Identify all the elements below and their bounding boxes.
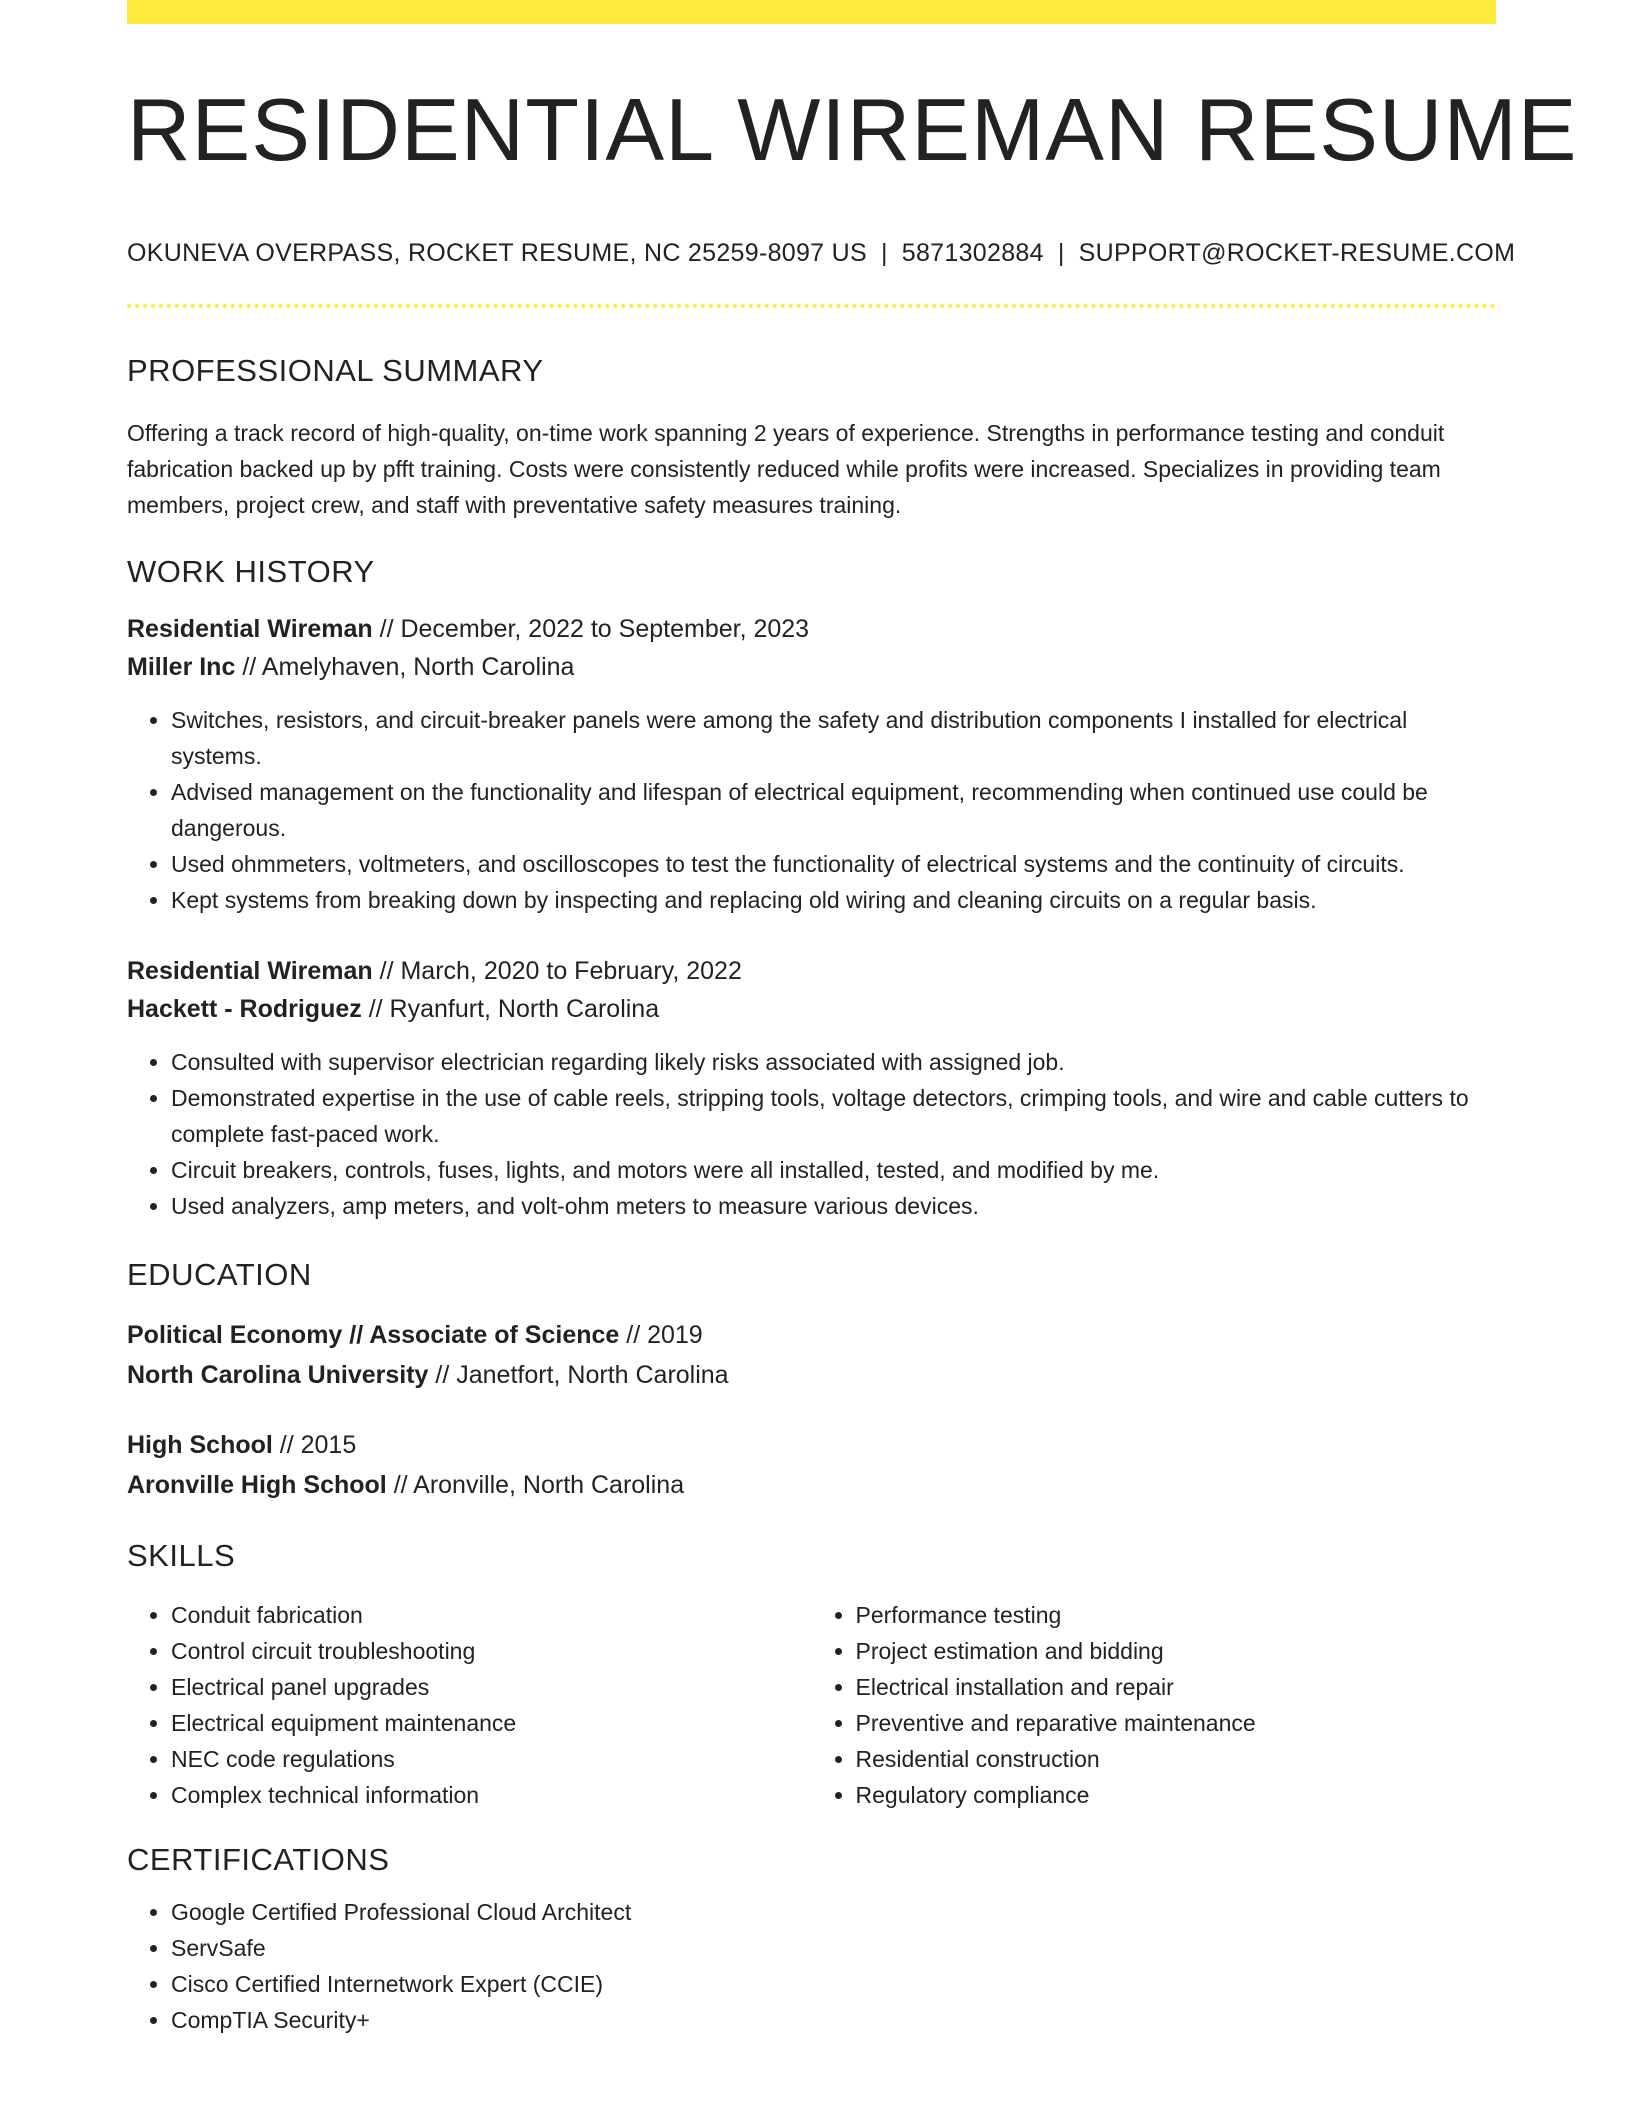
list-item: • Complex technical information xyxy=(171,1777,812,1813)
list-item: • Control circuit troubleshooting xyxy=(171,1633,812,1669)
job-location: // Ryanfurt, North Carolina xyxy=(361,995,660,1024)
list-item: • Advised management on the functionality and lifespan of electrical equipment, recommending when continued use could be dangerous. xyxy=(171,774,1496,846)
job-company: Miller Inc xyxy=(127,653,236,682)
job-dates: // December, 2022 to September, 2023 xyxy=(372,615,810,644)
job-role-line xyxy=(127,610,1496,648)
list-item: • Switches, resistors, and circuit-breaker panels were among the safety and distribution components I installed for electrical systems. xyxy=(171,702,1496,774)
job-company: Hackett - Rodriguez xyxy=(127,995,362,1024)
job-role: Residential Wireman xyxy=(127,615,373,644)
list-item: • Electrical panel upgrades xyxy=(171,1669,812,1705)
education-school-line xyxy=(127,1355,1496,1395)
skills-heading: SKILLS xyxy=(127,1538,236,1574)
job-entry xyxy=(127,952,1496,1224)
phone-text: 5871302884 xyxy=(901,238,1044,267)
resume-page xyxy=(127,0,1578,2038)
list-item: • Regulatory compliance xyxy=(856,1777,1497,1813)
education-school-line xyxy=(127,1465,1496,1505)
list-item: • Cisco Certified Internetwork Expert (CCIE) xyxy=(171,1966,1496,2002)
list-item: • Circuit breakers, controls, fuses, lights, and motors were all installed, tested, and modified by me. xyxy=(171,1152,1496,1188)
email-text: SUPPORT@ROCKET-RESUME.COM xyxy=(1078,238,1516,267)
list-item: • Used ohmmeters, voltmeters, and oscilloscopes to test the functionality of electrical systems and the continuity of circuits. xyxy=(171,846,1496,882)
job-company-line xyxy=(127,648,1496,686)
list-item: • Google Certified Professional Cloud Architect xyxy=(171,1894,1496,1930)
education-entry xyxy=(127,1425,1496,1505)
list-item: • Consulted with supervisor electrician regarding likely risks associated with assigned job. xyxy=(171,1044,1496,1080)
job-role: Residential Wireman xyxy=(127,957,373,986)
list-item: • Preventive and reparative maintenance xyxy=(856,1705,1497,1741)
education-location: // Aronville, North Carolina xyxy=(386,1471,685,1500)
dotted-divider xyxy=(127,304,1496,308)
summary-text: Offering a track record of high-quality, on-time work spanning 2 years of experience. Strengths in performance testing and conduit fabrication backed up by pfft training. Costs were consistently reduced while profits were increased. Specializes in providing team members, project crew, and staff with preventative safety measures training. xyxy=(127,419,1445,518)
list-item: • NEC code regulations xyxy=(171,1741,812,1777)
job-role-line xyxy=(127,952,1496,990)
list-item: • CompTIA Security+ xyxy=(171,2002,1496,2038)
education-degree: High School xyxy=(127,1431,273,1460)
education-school: North Carolina University xyxy=(127,1361,429,1390)
job-entry xyxy=(127,610,1496,918)
education-degree-line xyxy=(127,1315,1496,1355)
list-item: • Used analyzers, amp meters, and volt-ohm meters to measure various devices. xyxy=(171,1188,1496,1224)
education-location: // Janetfort, North Carolina xyxy=(428,1361,729,1390)
list-item: • Electrical installation and repair xyxy=(856,1669,1497,1705)
skills-list-left xyxy=(127,1597,812,1813)
job-location: // Amelyhaven, North Carolina xyxy=(235,653,575,682)
list-item: • Project estimation and bidding xyxy=(856,1633,1497,1669)
list-item: • Residential construction xyxy=(856,1741,1497,1777)
summary-heading: PROFESSIONAL SUMMARY xyxy=(127,352,544,388)
list-item: • Kept systems from breaking down by inspecting and replacing old wiring and cleaning circuits on a regular basis. xyxy=(171,882,1496,918)
skills-list-right xyxy=(812,1597,1497,1813)
list-item: • ServSafe xyxy=(171,1930,1496,1966)
education-degree: Political Economy // Associate of Science xyxy=(127,1321,620,1350)
education-year: // 2015 xyxy=(272,1431,357,1460)
list-item: • Electrical equipment maintenance xyxy=(171,1705,812,1741)
list-item: • Performance testing xyxy=(856,1597,1497,1633)
education-year: // 2019 xyxy=(619,1321,703,1350)
contact-line xyxy=(127,238,1516,268)
list-item: • Demonstrated expertise in the use of cable reels, stripping tools, voltage detectors, crimping tools, and wire and cable cutters to complete fast-paced work. xyxy=(171,1080,1496,1152)
contact-separator: | xyxy=(1057,238,1065,267)
education-degree-line xyxy=(127,1425,1496,1465)
certifications-list xyxy=(127,1894,1496,2038)
work-history-heading: WORK HISTORY xyxy=(127,553,375,589)
skills-grid xyxy=(127,1597,1496,1813)
certifications-heading: CERTIFICATIONS xyxy=(127,1841,390,1877)
resume-title: RESIDENTIAL WIREMAN RESUME xyxy=(127,80,1578,179)
job-company-line xyxy=(127,990,1496,1028)
education-heading: EDUCATION xyxy=(127,1257,312,1293)
job-bullets xyxy=(127,1044,1496,1224)
education-entry xyxy=(127,1315,1496,1395)
contact-separator: | xyxy=(880,238,888,267)
list-item: • Conduit fabrication xyxy=(171,1597,812,1633)
accent-top-bar xyxy=(127,0,1496,24)
job-bullets xyxy=(127,702,1496,918)
address-text: OKUNEVA OVERPASS, ROCKET RESUME, NC 25259-8097 US xyxy=(127,238,867,267)
education-school: Aronville High School xyxy=(127,1471,387,1500)
job-dates: // March, 2020 to February, 2022 xyxy=(372,957,742,986)
